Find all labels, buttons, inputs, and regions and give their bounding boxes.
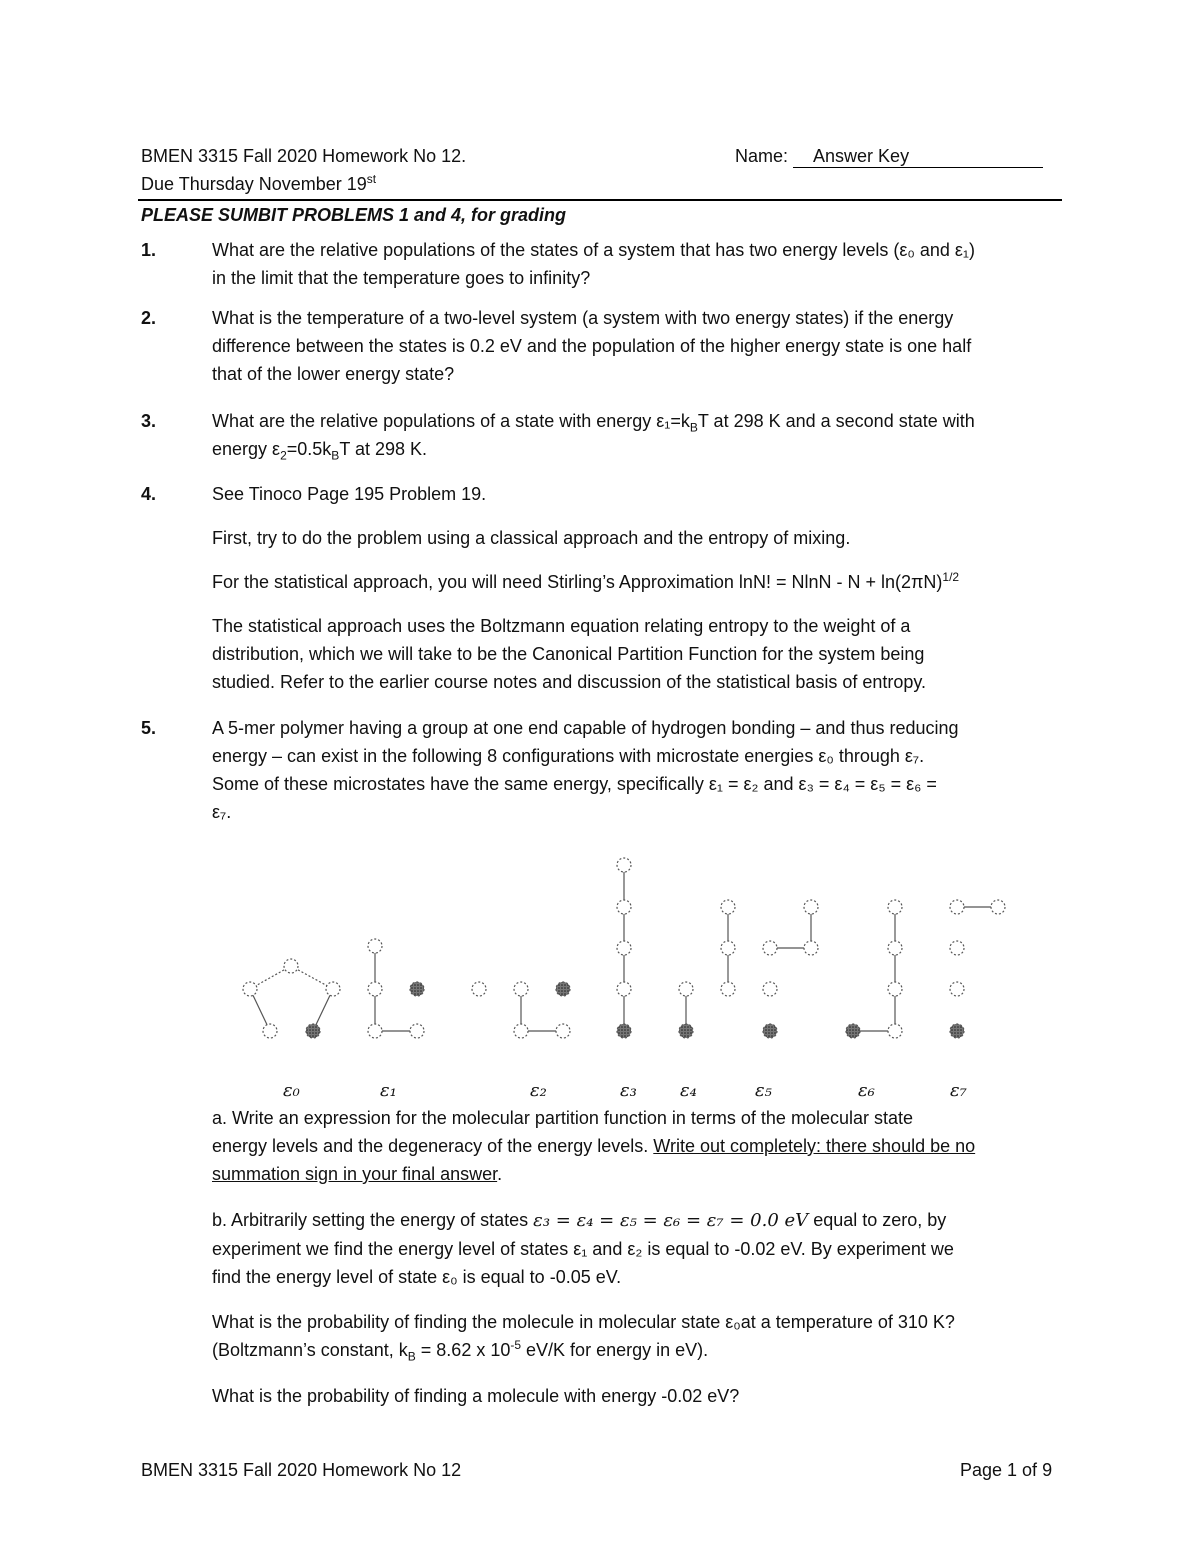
state-label-7: ε₇ — [950, 1080, 967, 1101]
config-0-ring — [243, 959, 340, 1038]
polymer-configurations-figure — [0, 840, 1200, 1070]
part-b-line2: experiment we find the energy level of states ε₁ and ε₂ is equal to -0.02 eV. By experiment we — [212, 1239, 954, 1259]
footer-left: BMEN 3315 Fall 2020 Homework No 12 — [141, 1460, 462, 1480]
problem-3-line1: What are the relative populations of a state with energy $\varepsilon_1=k_BT$ at 298 K and a second state with — [212, 411, 975, 435]
config-1 — [368, 939, 424, 1038]
problem-2-text — [212, 304, 1062, 388]
problem-4-stirling: For the statistical approach, you will need Stirling’s Approximation lnN! = $NlnN - N + \ln(2\pi N)^{1/2}$ — [212, 570, 960, 592]
config-5 — [763, 900, 818, 1038]
problem-2-line1: What is the temperature of a two-level system (a system with two energy states) if the energy — [212, 308, 954, 328]
problem-3-text — [212, 407, 1062, 463]
problem-5-line3: Some of these microstates have the same energy, specifically ε₁ = ε₂ and ε₃ = ε₄ = ε₅ = ε₆ = — [212, 774, 937, 794]
problem-1-text — [212, 236, 1062, 292]
state-label-6: ε₆ — [858, 1080, 875, 1101]
problem-1-number: 1. — [141, 240, 157, 260]
part-a-line3: summation sign in your final answer. — [212, 1164, 503, 1184]
header-divider — [138, 199, 1062, 201]
submit-note: PLEASE SUMBIT PROBLEMS 1 and 4, for grading — [141, 205, 567, 225]
problem-3-line2: energy $\varepsilon_2=0.5k_BT$ at 298 K. — [212, 439, 428, 463]
state-label-4: ε₄ — [680, 1080, 697, 1101]
question-e0-line2: (Boltzmann’s constant, $k_B = 8.62$ x $10^{-5}$ eV/K for energy in eV). — [212, 1338, 709, 1364]
problem-5-line1: A 5-mer polymer having a group at one end capable of hydrogen bonding – and thus reducing — [212, 718, 959, 738]
due-date-text: Due Thursday November 19 — [141, 174, 367, 194]
part-a-line1: a. Write an expression for the molecular partition function in terms of the molecular state — [212, 1108, 913, 1128]
problem-4-boltzmann — [212, 612, 1062, 696]
course-title: BMEN 3315 Fall 2020 Homework No 12. — [141, 146, 467, 166]
config-3 — [617, 858, 631, 1038]
config-2 — [472, 982, 570, 1038]
problem-2-line2: difference between the states is 0.2 eV and the population of the higher energy state is one half — [212, 336, 972, 356]
problem-2-line3: that of the lower energy state? — [212, 364, 455, 384]
question-probability-minus002: What is the probability of finding a molecule with energy -0.02 eV? — [212, 1386, 740, 1406]
question-probability-e0 — [212, 1308, 1062, 1364]
part-a-line2: energy levels and the degeneracy of the energy levels. Write out completely: there should be no — [212, 1136, 976, 1156]
state-label-3: ε₃ — [620, 1080, 637, 1101]
problem-4-boltzmann-line2: distribution, which we will take to be the Canonical Partition Function for the system being — [212, 644, 925, 664]
config-7 — [950, 900, 1005, 1038]
state-label-2: ε₂ — [530, 1080, 547, 1101]
problem-3-number: 3. — [141, 411, 157, 431]
due-date — [141, 174, 376, 195]
problem-4-boltzmann-line1: The statistical approach uses the Boltzmann equation relating entropy to the weight of a — [212, 616, 911, 636]
state-label-5: ε₅ — [755, 1080, 772, 1101]
config-4 — [679, 900, 735, 1038]
name-label — [735, 146, 1043, 168]
part-b-line1: b. Arbitrarily setting the energy of states ε₃ = ε₄ = ε₅ = ε₆ = ε₇ = 0.0 eV equal to zero, by — [212, 1210, 947, 1231]
problem-5-line2: energy – can exist in the following 8 configurations with microstate energies ε₀ through ε₇. — [212, 746, 925, 766]
problem-5-number: 5. — [141, 718, 157, 738]
part-b-line3: find the energy level of state ε₀ is equal to -0.05 eV. — [212, 1267, 622, 1287]
name-label-text: Name: — [735, 146, 789, 166]
problem-1-line1: What are the relative populations of the states of a system that has two energy levels (ε₀ and ε₁) — [212, 240, 975, 260]
problem-4-number: 4. — [141, 484, 157, 504]
problem-1-line2: in the limit that the temperature goes to infinity? — [212, 268, 591, 288]
problem-5-line4: ε₇. — [212, 802, 232, 822]
problem-2-number: 2. — [141, 308, 157, 328]
footer-page-number: Page 1 of 9 — [960, 1460, 1053, 1480]
problem-4-boltzmann-line3: studied. Refer to the earlier course notes and discussion of the statistical basis of entropy. — [212, 672, 927, 692]
problem-4-line1: See Tinoco Page 195 Problem 19. — [212, 484, 487, 504]
name-value: Answer Key — [793, 146, 1043, 168]
question-e0-line1: What is the probability of finding the molecule in molecular state ε₀at a temperature of 310 K? — [212, 1312, 955, 1332]
state-label-0: ε₀ — [283, 1080, 300, 1101]
part-b-text — [212, 1206, 1062, 1291]
part-a-text — [212, 1104, 1062, 1188]
state-label-1: ε₁ — [380, 1080, 397, 1101]
config-6 — [846, 900, 902, 1038]
problem-5-text — [212, 714, 1062, 826]
due-date-sup: st — [366, 172, 377, 186]
problem-4-classical: First, try to do the problem using a classical approach and the entropy of mixing. — [212, 528, 851, 548]
